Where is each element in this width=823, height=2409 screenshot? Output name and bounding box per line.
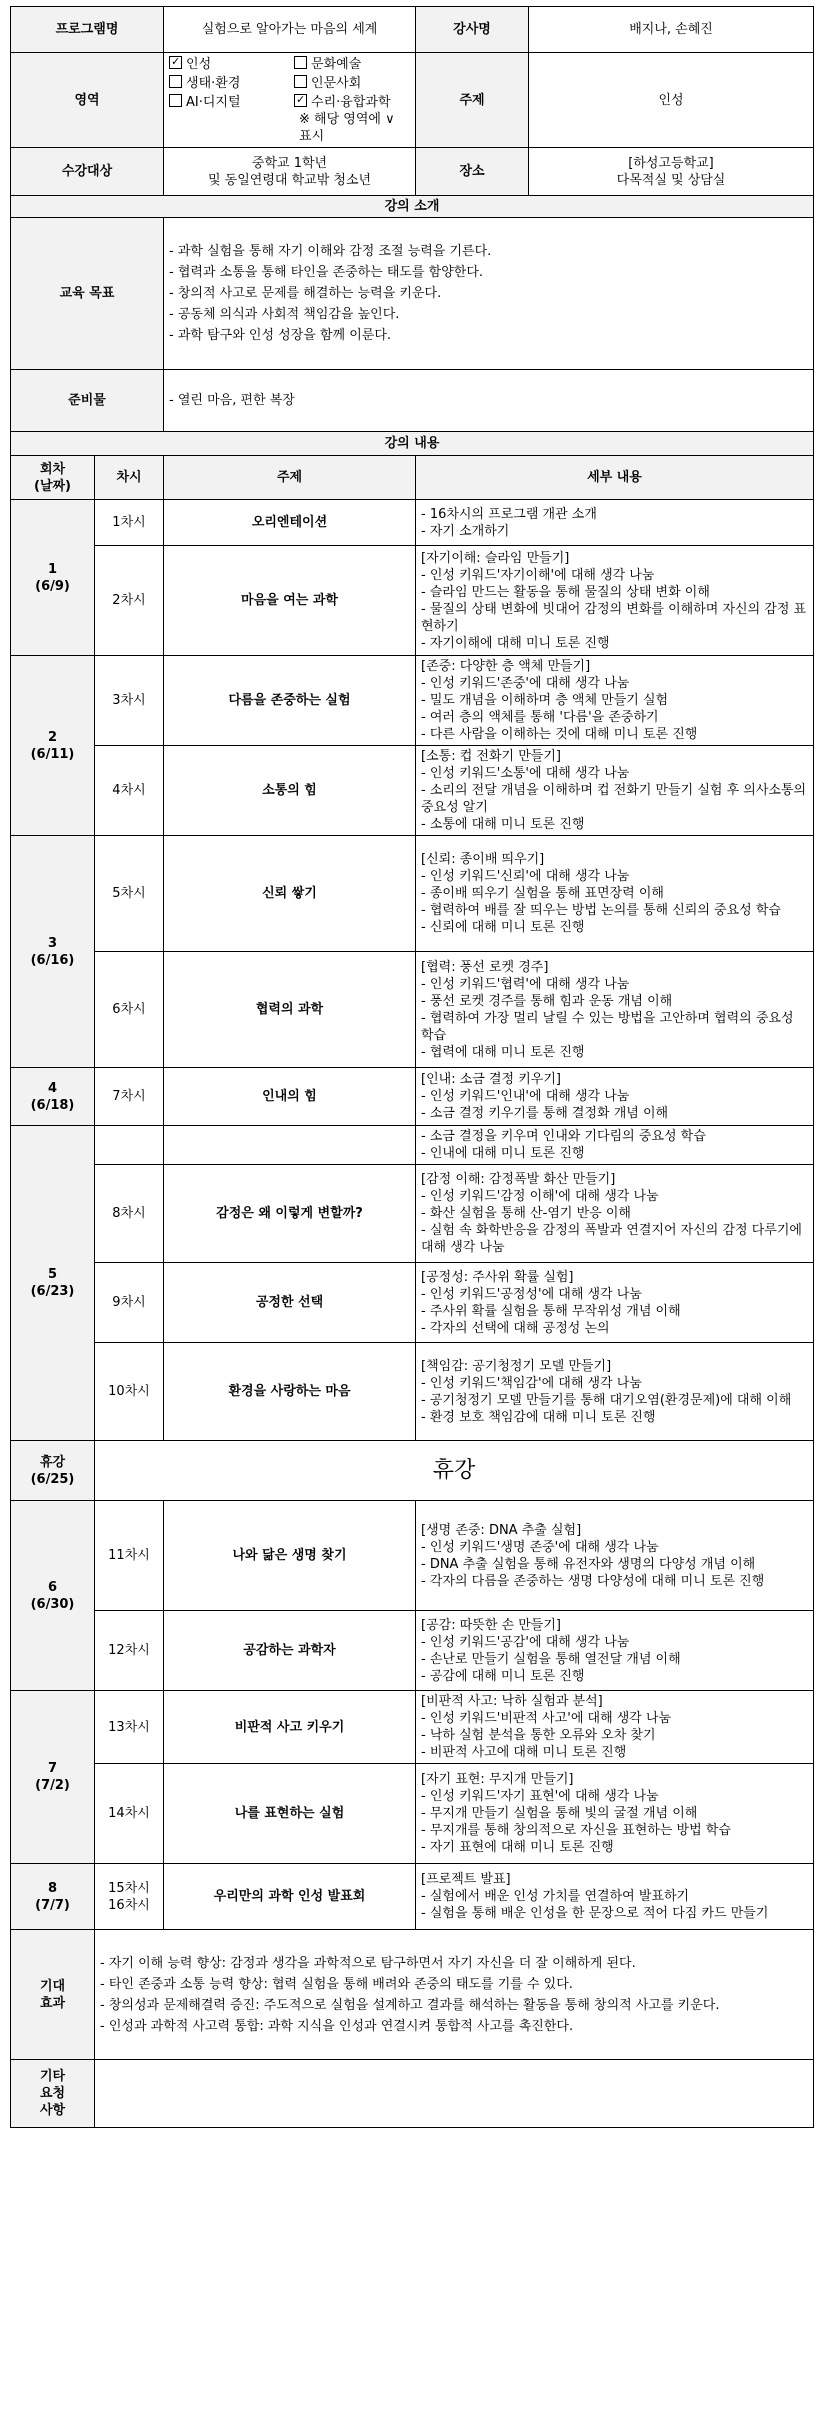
session-number: 11차시: [95, 1501, 164, 1611]
session-detail: [416, 546, 814, 656]
detail-line: - 인성 키워드'인내'에 대해 생각 나눔: [421, 1089, 630, 1104]
detail-line: - 실험에서 배운 인성 가치를 연결하여 발표하기: [421, 1889, 690, 1904]
session-topic: 우리만의 과학 인성 발표회: [164, 1864, 416, 1930]
area-option-label: 인문사회: [311, 76, 362, 91]
effect-item: - 타인 존중과 소통 능력 향상: 협력 실험을 통해 배려와 존중의 태도를 기를 수 있다.: [100, 1976, 573, 1992]
session-number: 5차시: [95, 836, 164, 952]
session-topic: 소통의 힘: [164, 746, 416, 836]
round-cell: 4 (6/18): [11, 1068, 95, 1126]
area-option[interactable]: [169, 55, 294, 73]
session-row: [11, 1864, 814, 1930]
session-row: [11, 1343, 814, 1441]
place-line1: [하성고등학교]: [628, 155, 714, 171]
session-detail: [416, 1764, 814, 1864]
detail-line: - 손난로 만들기 실험을 통해 열전달 개념 이해: [421, 1651, 681, 1667]
place-value: [529, 148, 814, 196]
intro-section-title: 강의 소개: [11, 196, 814, 218]
schedule-table: [10, 455, 814, 1930]
area-option[interactable]: [169, 93, 294, 111]
round-cell: 8 (7/7): [11, 1864, 95, 1930]
detail-line: [감정 이해: 감정폭발 화산 만들기]: [421, 1172, 616, 1187]
detail-line: - 여러 층의 액체를 통해 '다름'을 존중하기: [421, 710, 659, 725]
session-detail: [416, 1864, 814, 1930]
lecturer-label: 강사명: [416, 7, 529, 53]
detail-line: - 무지개 만들기 실험을 통해 빛의 굴절 개념 이해: [421, 1806, 698, 1821]
detail-line: [소통: 컵 전화기 만들기]: [421, 749, 561, 764]
session-row: [11, 1691, 814, 1764]
session-row: [11, 546, 814, 656]
area-option[interactable]: [294, 55, 416, 73]
session-number: 9차시: [95, 1263, 164, 1343]
col-session: 차시: [95, 456, 164, 500]
session-topic: 나를 표현하는 실험: [164, 1764, 416, 1864]
detail-line: - 주사위 확률 실험을 통해 무작위성 개념 이해: [421, 1303, 681, 1319]
prep-label: 준비물: [11, 370, 164, 432]
area-option-label: 인성: [186, 57, 212, 72]
session-topic: 다름을 존중하는 실험: [164, 656, 416, 746]
session-number: 4차시: [95, 746, 164, 836]
session-row: [11, 1165, 814, 1263]
misc-label: 기타 요청 사항: [11, 2060, 95, 2128]
col-topic: 주제: [164, 456, 416, 500]
session-topic: 마음을 여는 과학: [164, 546, 416, 656]
detail-line: [인내: 소금 결정 키우기]: [421, 1072, 561, 1087]
session-number: 2차시: [95, 546, 164, 656]
area-option[interactable]: [294, 93, 416, 111]
detail-line: - 낙하 실험 분석을 통한 오류와 오차 찾기: [421, 1728, 656, 1743]
detail-line: - 인성 키워드'소통'에 대해 생각 나눔: [421, 766, 630, 781]
detail-line: [협력: 풍선 로켓 경주]: [421, 959, 549, 975]
detail-line: - 슬라임 만드는 활동을 통해 물질의 상태 변화 이해: [421, 584, 710, 600]
session-number: 12차시: [95, 1611, 164, 1691]
goal-item: - 공동체 의식과 사회적 책임감을 높인다.: [169, 307, 400, 322]
session-topic: 공정한 선택: [164, 1263, 416, 1343]
area-label: 영역: [11, 53, 164, 148]
detail-line: - 협력하여 가장 멀리 날릴 수 있는 방법을 고안하며 협력의 중요성 학습: [421, 1010, 794, 1043]
area-checkboxes: [164, 53, 416, 148]
detail-line: - 화산 실험을 통해 산-염기 반응 이해: [421, 1206, 631, 1221]
session-detail: [416, 500, 814, 546]
prep-value: - 열린 마음, 편한 복장: [164, 370, 814, 432]
round-cell: 2 (6/11): [11, 656, 95, 836]
session-detail: [416, 836, 814, 952]
session-topic: 오리엔테이션: [164, 500, 416, 546]
target-value: [164, 148, 416, 196]
detail-line: - 협력하여 배를 잘 띄우는 방법 논의를 통해 신뢰의 중요성 학습: [421, 903, 781, 918]
session-topic: [164, 1126, 416, 1165]
place-line2: 다목적실 및 상담실: [616, 172, 726, 188]
detail-line: - 각자의 선택에 대해 공정성 논의: [421, 1320, 610, 1336]
detail-line: - 공감에 대해 미니 토론 진행: [421, 1668, 585, 1684]
session-detail: [416, 1263, 814, 1343]
col-round: 회차 (날짜): [11, 456, 95, 500]
detail-line: - 인성 키워드'책임감'에 대해 생각 나눔: [421, 1375, 642, 1391]
detail-line: - 인성 키워드'신뢰'에 대해 생각 나눔: [421, 869, 630, 884]
detail-line: [비판적 사고: 낙하 실험과 분석]: [421, 1694, 603, 1709]
round-cell: 휴강 (6/25): [11, 1441, 95, 1501]
session-row: [11, 1126, 814, 1165]
detail-line: - 비판적 사고에 대해 미니 토론 진행: [421, 1745, 627, 1760]
goal-item: - 협력과 소통을 통해 타인을 존중하는 태도를 함양한다.: [169, 265, 484, 280]
detail-line: - 풍선 로켓 경주를 통해 힘과 운동 개념 이해: [421, 993, 673, 1009]
unchecked-box-icon[interactable]: [169, 94, 182, 107]
detail-line: - 협력에 대해 미니 토론 진행: [421, 1044, 585, 1060]
detail-line: [책임감: 공기청정기 모델 만들기]: [421, 1358, 612, 1374]
subject-value: 인성: [529, 53, 814, 148]
session-number: 15차시 16차시: [95, 1864, 164, 1930]
checked-box-icon[interactable]: [169, 56, 182, 69]
session-detail: [416, 656, 814, 746]
round-cell: 1 (6/9): [11, 500, 95, 656]
session-number: 3차시: [95, 656, 164, 746]
session-number: [95, 1126, 164, 1165]
session-topic: 환경을 사랑하는 마음: [164, 1343, 416, 1441]
detail-line: - 물질의 상태 변화에 빗대어 감정의 변화를 이해하며 자신의 감정 표현하기: [421, 601, 807, 634]
session-row: [11, 1764, 814, 1864]
detail-line: [존중: 다양한 층 액체 만들기]: [421, 659, 591, 674]
area-option-label: 문화예술: [311, 57, 362, 72]
col-detail: 세부 내용: [416, 456, 814, 500]
detail-line: - 인성 키워드'감정 이해'에 대해 생각 나눔: [421, 1189, 659, 1204]
detail-line: - 다른 사람을 이해하는 것에 대해 미니 토론 진행: [421, 727, 698, 742]
round-cell: 3 (6/16): [11, 836, 95, 1068]
session-detail: [416, 1691, 814, 1764]
detail-line: [자기이해: 슬라임 만들기]: [421, 550, 570, 566]
session-row: [11, 952, 814, 1068]
goal-item: - 과학 실험을 통해 자기 이해와 감정 조절 능력을 기른다.: [169, 244, 492, 259]
session-detail: [416, 952, 814, 1068]
area-option-label: AI·디지털: [186, 95, 241, 110]
detail-line: - 실험을 통해 배운 인성을 한 문장으로 적어 다짐 카드 만들기: [421, 1906, 769, 1921]
session-row: [11, 1263, 814, 1343]
target-line2: 및 동일연령대 학교밖 청소년: [207, 172, 372, 188]
round-cell: 5 (6/23): [11, 1126, 95, 1441]
detail-line: [자기 표현: 무지개 만들기]: [421, 1772, 574, 1787]
effect-item: - 창의성과 문제해결력 증진: 주도적으로 실험을 설계하고 결과를 해석하는 활동을 통해 창의적 사고를 키운다.: [100, 1997, 720, 2013]
session-number: 6차시: [95, 952, 164, 1068]
program-table: [10, 6, 814, 456]
session-topic: 비판적 사고 키우기: [164, 1691, 416, 1764]
detail-line: - 인성 키워드'공감'에 대해 생각 나눔: [421, 1634, 630, 1650]
unchecked-box-icon[interactable]: [294, 75, 307, 88]
session-detail: [416, 1611, 814, 1691]
session-row: [11, 1611, 814, 1691]
detail-line: - 인성 키워드'생명 존중'에 대해 생각 나눔: [421, 1539, 659, 1555]
session-row: [11, 1068, 814, 1126]
unchecked-box-icon[interactable]: [169, 75, 182, 88]
detail-line: - 무지개를 통해 창의적으로 자신을 표현하는 방법 학습: [421, 1823, 731, 1838]
session-number: 14차시: [95, 1764, 164, 1864]
detail-line: - 인성 키워드'협력'에 대해 생각 나눔: [421, 976, 630, 992]
detail-line: - 밀도 개념을 이해하며 층 액체 만들기 실험: [421, 693, 669, 708]
area-note: ※ 해당 영역에 ∨ 표시: [299, 112, 395, 144]
target-label: 수강대상: [11, 148, 164, 196]
detail-line: [신뢰: 종이배 띄우기]: [421, 852, 545, 867]
detail-line: [생명 존중: DNA 추출 실험]: [421, 1522, 582, 1538]
detail-line: - 공기청정기 모델 만들기를 통해 대기오염(환경문제)에 대해 이해: [421, 1392, 792, 1408]
misc-value: [95, 2060, 814, 2128]
detail-line: - 인성 키워드'자기이해'에 대해 생각 나눔: [421, 567, 655, 583]
detail-line: - 인성 키워드'비판적 사고'에 대해 생각 나눔: [421, 1711, 672, 1726]
effects-list: [95, 1930, 814, 2060]
session-row: [11, 1501, 814, 1611]
detail-line: - 각자의 다름을 존중하는 생명 다양성에 대해 미니 토론 진행: [421, 1573, 765, 1589]
detail-line: - 16차시의 프로그램 개관 소개: [421, 506, 597, 522]
goal-item: - 과학 탐구와 인성 성장을 함께 이룬다.: [169, 328, 392, 343]
session-topic: 공감하는 과학자: [164, 1611, 416, 1691]
detail-line: - 소금 결정을 키우며 인내와 기다림의 중요성 학습: [421, 1129, 706, 1144]
area-option[interactable]: [294, 74, 416, 92]
detail-line: - DNA 추출 실험을 통해 유전자와 생명의 다양성 개념 이해: [421, 1556, 756, 1572]
session-topic: 신뢰 쌓기: [164, 836, 416, 952]
detail-line: - 인성 키워드'존중'에 대해 생각 나눔: [421, 676, 630, 691]
checked-box-icon[interactable]: [294, 94, 307, 107]
session-number: 10차시: [95, 1343, 164, 1441]
effects-label: 기대 효과: [11, 1930, 95, 2060]
area-option[interactable]: [169, 74, 294, 92]
effect-item: - 인성과 과학적 사고력 통합: 과학 지식을 인성과 연결시켜 통합적 사고를 촉진한다.: [100, 2018, 574, 2034]
detail-line: - 인성 키워드'공정성'에 대해 생각 나눔: [421, 1286, 642, 1302]
round-cell: 7 (7/2): [11, 1691, 95, 1864]
detail-line: - 인내에 대해 미니 토론 진행: [421, 1146, 585, 1161]
detail-line: - 소통에 대해 미니 토론 진행: [421, 817, 585, 832]
detail-line: - 자기이해에 대해 미니 토론 진행: [421, 635, 610, 651]
effect-item: - 자기 이해 능력 향상: 감정과 생각을 과학적으로 탐구하면서 자기 자신을 더 잘 이해하게 된다.: [100, 1955, 636, 1971]
detail-line: - 환경 보호 책임감에 대해 미니 토론 진행: [421, 1409, 656, 1425]
session-detail: [416, 1068, 814, 1126]
place-label: 장소: [416, 148, 529, 196]
session-topic: 인내의 힘: [164, 1068, 416, 1126]
area-option-label: 수리·융합과학: [311, 95, 391, 110]
lecturer-value: 배지나, 손혜진: [529, 7, 814, 53]
program-value: 실험으로 알아가는 마음의 세계: [164, 7, 416, 53]
content-section-title: 강의 내용: [11, 432, 814, 456]
session-topic: 협력의 과학: [164, 952, 416, 1068]
session-number: 8차시: [95, 1165, 164, 1263]
session-row: [11, 836, 814, 952]
session-detail: [416, 746, 814, 836]
detail-line: - 소금 결정 키우기를 통해 결정화 개념 이해: [421, 1106, 669, 1121]
session-detail: [416, 1343, 814, 1441]
goal-list: [164, 218, 814, 370]
unchecked-box-icon[interactable]: [294, 56, 307, 69]
session-number: 13차시: [95, 1691, 164, 1764]
detail-line: - 신뢰에 대해 미니 토론 진행: [421, 920, 585, 935]
area-option-label: 생태·환경: [186, 76, 241, 91]
session-row: [11, 656, 814, 746]
detail-line: - 인성 키워드'자기 표현'에 대해 생각 나눔: [421, 1789, 659, 1804]
cancelled-notice: 휴강: [95, 1441, 814, 1501]
session-number: 7차시: [95, 1068, 164, 1126]
detail-line: - 자기 소개하기: [421, 523, 510, 539]
detail-line: [공정성: 주사위 확률 실험]: [421, 1269, 574, 1285]
detail-line: - 실험 속 화학반응을 감정의 폭발과 연결지어 자신의 감정 다루기에 대해 생각 나눔: [421, 1223, 802, 1255]
session-detail: [416, 1165, 814, 1263]
program-label: 프로그램명: [11, 7, 164, 53]
detail-line: [프로젝트 발표]: [421, 1872, 511, 1887]
session-row: [11, 746, 814, 836]
session-detail: [416, 1501, 814, 1611]
goal-label: 교육 목표: [11, 218, 164, 370]
session-topic: 나와 닮은 생명 찾기: [164, 1501, 416, 1611]
round-cell: 6 (6/30): [11, 1501, 95, 1691]
goal-item: - 창의적 사고로 문제를 해결하는 능력을 키운다.: [169, 286, 442, 301]
detail-line: [공감: 따뜻한 손 만들기]: [421, 1617, 561, 1633]
detail-line: - 종이배 띄우기 실험을 통해 표면장력 이해: [421, 886, 664, 901]
session-number: 1차시: [95, 500, 164, 546]
document-page: [10, 6, 813, 2128]
session-topic: 감정은 왜 이렇게 변할까?: [164, 1165, 416, 1263]
detail-line: - 소리의 전달 개념을 이해하며 컵 전화기 만들기 실험 후 의사소통의 중요성 알기: [421, 783, 807, 815]
session-row: [11, 500, 814, 546]
session-row: [11, 1441, 814, 1501]
footer-table: [10, 1929, 814, 2128]
target-line1: 중학교 1학년: [251, 155, 328, 171]
detail-line: - 자기 표현에 대해 미니 토론 진행: [421, 1840, 614, 1855]
subject-label: 주제: [416, 53, 529, 148]
session-detail: [416, 1126, 814, 1165]
